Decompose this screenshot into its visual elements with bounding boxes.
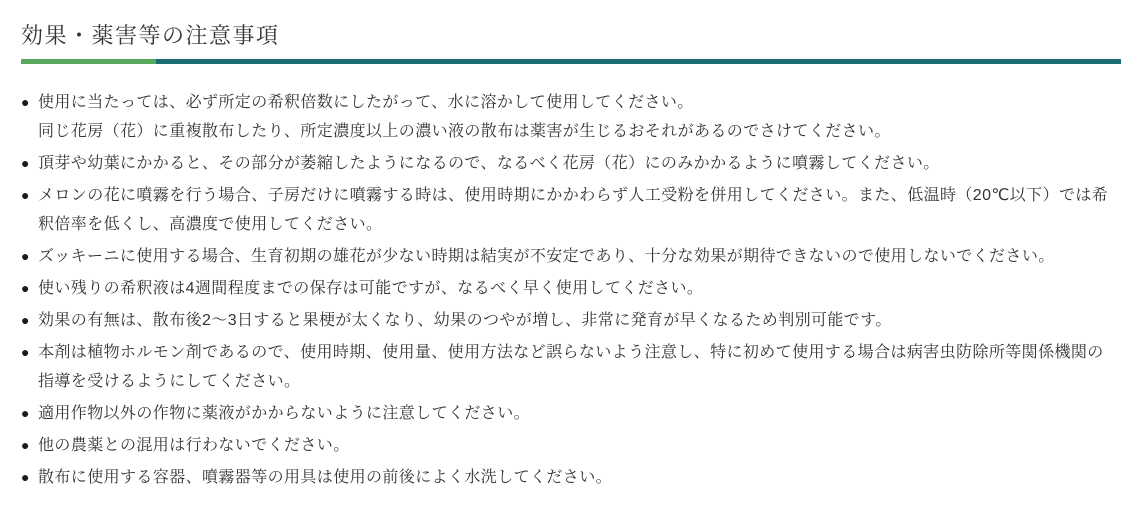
bullet-icon: ● [21, 312, 30, 328]
note-text: 使い残りの希釈液は4週間程度までの保存は可能ですが、なるべく早く使用してください。 [38, 280, 704, 297]
note-text: 効果の有無は、散布後2～3日すると果梗が太くなり、幼果のつやが増し、非常に発育が早くなるため判別可能です。 [38, 312, 892, 329]
bullet-icon: ● [21, 280, 30, 296]
list-item [21, 431, 1121, 460]
list-item [21, 306, 1121, 335]
heading-underline [21, 59, 1121, 64]
bullet-icon: ● [21, 248, 30, 264]
bullet-icon: ● [21, 155, 30, 171]
list-item [21, 149, 1121, 178]
bullet-icon: ● [21, 469, 30, 485]
list-item [21, 274, 1121, 303]
precaution-list [21, 88, 1121, 492]
list-item [21, 181, 1121, 239]
list-item [21, 399, 1121, 428]
note-text: 他の農薬との混用は行わないでください。 [38, 437, 350, 454]
list-item [21, 88, 1121, 146]
note-text: メロンの花に噴霧を行う場合、子房だけに噴霧する時は、使用時期にかかわらず人工受粉を併用してください。また、低温時（20℃以下）では希 釈倍率を低くし、高濃度で使用してください。 [38, 187, 1109, 233]
note-text: ズッキーニに使用する場合、生育初期の雄花が少ない時期は結実が不安定であり、十分な効果が期待できないので使用しないでください。 [38, 248, 1055, 265]
heading-underline-accent [21, 59, 156, 64]
note-text: 使用に当たっては、必ず所定の希釈倍数にしたがって、水に溶かして使用してください。 同じ花房（花）に重複散布したり、所定濃度以上の濃い液の散布は薬害が生じるおそれがあるのでさけてください。 [38, 94, 891, 140]
bullet-icon: ● [21, 94, 30, 110]
list-item [21, 338, 1121, 396]
page-title: 効果・薬害等の注意事項 [21, 23, 280, 48]
bullet-icon: ● [21, 344, 30, 360]
note-text: 本剤は植物ホルモン剤であるので、使用時期、使用量、使用方法など誤らないよう注意し、特に初めて使用する場合は病害虫防除所等関係機関の 指導を受けるようにしてください。 [38, 344, 1104, 390]
bullet-icon: ● [21, 187, 30, 203]
list-item [21, 242, 1121, 271]
bullet-icon: ● [21, 405, 30, 421]
list-item [21, 463, 1121, 492]
note-text: 散布に使用する容器、噴霧器等の用具は使用の前後によく水洗してください。 [38, 469, 613, 486]
note-text: 頂芽や幼葉にかかると、その部分が萎縮したようになるので、なるべく花房（花）にのみかかるように噴霧してください。 [38, 155, 940, 172]
bullet-icon: ● [21, 437, 30, 453]
note-text: 適用作物以外の作物に薬液がかからないように注意してください。 [38, 405, 531, 422]
